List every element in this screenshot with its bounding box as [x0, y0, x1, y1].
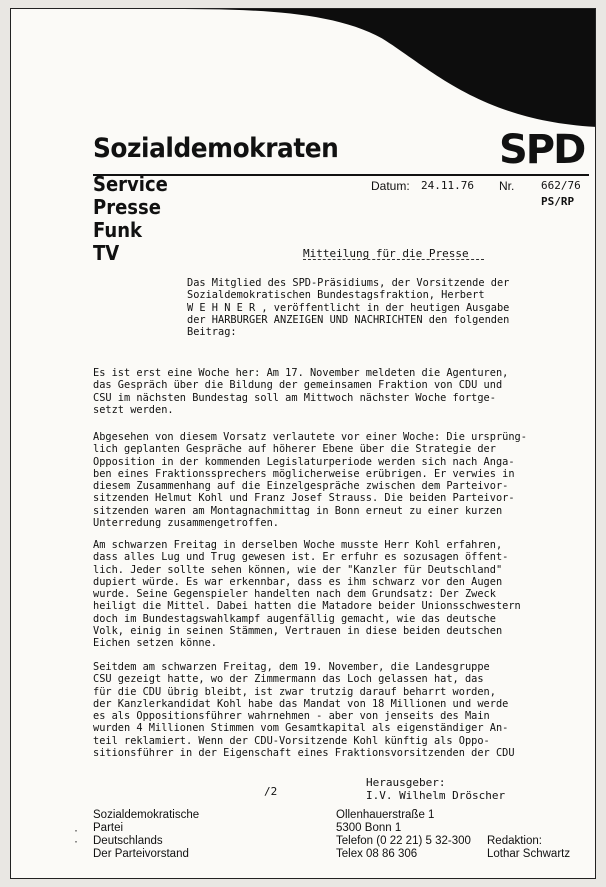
section-menu	[93, 173, 176, 265]
menu-item-presse: Presse	[93, 195, 161, 219]
press-release-page	[10, 8, 596, 879]
date-label: Datum:	[371, 179, 410, 193]
footer-editor: Redaktion: Lothar Schwartz	[487, 835, 571, 860]
menu-item-funk: Funk	[93, 218, 143, 242]
document-heading: Mitteilung für die Presse	[303, 247, 469, 260]
reference-code: PS/RP	[541, 195, 575, 208]
margin-punch-marks: · ·	[73, 826, 80, 848]
header-title: Sozialdemokraten	[93, 133, 339, 164]
date-value: 24.11.76	[421, 179, 474, 192]
number-value: 662/76	[541, 179, 581, 192]
menu-item-service: Service	[93, 172, 168, 196]
footer-address: Ollenhauerstraße 1 5300 Bonn 1 Telefon (0 22 21) 5 32-300 Telex 08 86 306	[336, 809, 471, 860]
paragraph-2: Abgesehen von diesem Vorsatz verlautete vor einer Woche: Die ursprüng- lich geplanten Gespräche auf höherer Ebene über die Strategie der Opposition in der kommenden Legislaturperiode werden sich nach Anga- ben eines Fraktionssprechers möglicherweise erübrigen. Er verwies in diesem Zusammenhang auf die Einzelgespräche zwischen dem Parteivor- sitzenden Helmut Kohl und Franz Josef Strauss. Die beiden Parteivor- sitzenden waren am Montagnachmittag in Bonn erneut zu einer kurzen Unterredung zusammengetroffen.	[93, 431, 527, 530]
heading-underline	[303, 259, 484, 260]
number-label: Nr.	[499, 179, 515, 193]
paragraph-1: Es ist erst eine Woche her: Am 17. November meldeten die Agenturen, das Gespräch über die Bildung der gemeinsamen Fraktion von CDU und CSU im nächsten Bundestag soll am Mittwoch nächster Woche fortge- setzt werden.	[93, 367, 509, 416]
page-marker: /2	[264, 785, 278, 798]
intro-text: Das Mitglied des SPD-Präsidiums, der Vorsitzende der Sozialdemokratischen Bundestagsfraktion, Herbert W E H N E R , veröffentlicht in der heutigen Ausgabe der HARBURGER ANZEIGEN UND NACHRICHTEN den folgenden Beitrag:	[187, 277, 510, 339]
footer-organization: Sozialdemokratische Partei Deutschlands Der Parteivorstand	[93, 809, 200, 860]
paragraph-4: Seitdem am schwarzen Freitag, dem 19. November, die Landesgruppe CSU gezeigt hatte, wo der Zimmermann das Loch gelassen hat, das für die CDU übrig bleibt, ist zwar trutzig darauf beharrt worden, der Kanzlerkandidat Kohl habe das Mandat von 18 Millionen und werde es als Oppositionsführer wahrnehmen - aber von jenseits des Main wurden 4 Millionen Stimmen vom Gesamtkapital als eigenständiger An- teil reklamiert. Wenn der CDU-Vorsitzende Kohl künftig als Oppo- sitionsführer in der Eigenschaft eines Fraktionsvorsitzenden der CDU	[93, 661, 515, 760]
publisher-block: Herausgeber: I.V. Wilhelm Dröscher	[366, 776, 506, 802]
menu-item-tv: TV	[93, 241, 120, 265]
paragraph-3: Am schwarzen Freitag in derselben Woche musste Herr Kohl erfahren, dass alles Lug und Trug gewesen ist. Er erfuhr es sozusagen öffent- lich. Jeder sollte sehen können, wie der "Kanzler für Deutschland" dupiert würde. Es war erkennbar, dass es ihm schwarz vor den Augen wurde. Seine Gegenspieler handelten nach dem Grundsatz: Der Zweck heiligt die Mittel. Dabei hatten die Matadore beider Unionsschwestern doch im Bundestagswahlkampf augenfällig gemacht, wie das deutsche Volk, einig in seinen Stämmen, Vertrauen in diese beiden deutschen Eichen setzen könne.	[93, 539, 521, 650]
spd-logo: SPD	[499, 127, 585, 173]
